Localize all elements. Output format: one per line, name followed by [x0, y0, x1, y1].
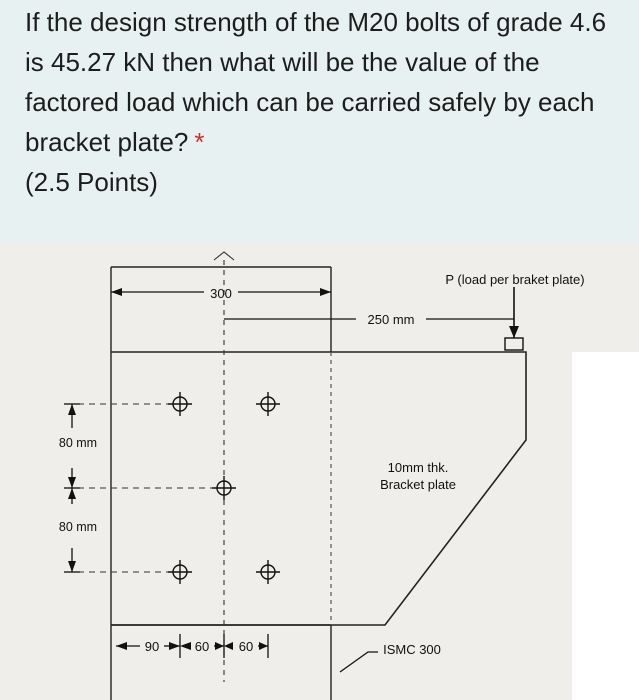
spacing-label-top: 80 mm [58, 436, 98, 450]
load-label: P (load per braket plate) [445, 272, 585, 287]
dim-80-arrow-1 [68, 404, 76, 415]
dim-80-arrow-4 [68, 561, 76, 572]
dim-300-arrow-left [111, 288, 122, 296]
load-bearing-block [505, 338, 523, 350]
load-arrowhead [509, 326, 519, 338]
dim-60b-arrow-right [259, 642, 268, 650]
question-body: If the design strength of the M20 bolts of grade 4.6 is 45.27 kN then what will be the value of the factored load which can be carried safely by each bracket plate? [25, 7, 607, 157]
question-points: (2.5 Points) [25, 167, 158, 197]
question-text [25, 2, 625, 202]
bracket-plate-outline [111, 352, 526, 625]
centreline-break-mark [214, 252, 234, 260]
dim-90-arrow-left [116, 642, 127, 650]
bolt-top-right [256, 392, 280, 416]
required-marker: * [194, 127, 205, 157]
bottom-dim-60-first: 60 [194, 639, 210, 654]
bolt-top-left [168, 392, 192, 416]
bottom-dim-90: 90 [144, 639, 160, 654]
question-panel [0, 0, 639, 242]
bolt-bottom-right [256, 560, 280, 584]
bracket-diagram [0, 242, 639, 700]
dim-80-arrow-3 [68, 488, 76, 499]
dim-300-arrow-right [320, 288, 331, 296]
bolt-bottom-left [168, 560, 192, 584]
eccentricity-dim-label: 250 mm [367, 312, 415, 327]
bolt-middle [212, 476, 236, 500]
bracket-drawing [0, 242, 639, 700]
dim-60b-arrow-left [224, 642, 233, 650]
plate-label-thickness: 10mm thk. [387, 460, 449, 475]
plate-label-name: Bracket plate [380, 477, 456, 492]
width-dim-label: 300 [210, 286, 232, 301]
dim-60a-arrow-right [215, 642, 224, 650]
column-label: ISMC 300 [383, 642, 441, 657]
column-leader-line [340, 652, 378, 672]
dim-60a-arrow-left [180, 642, 191, 650]
dim-90-arrow-right [169, 642, 180, 650]
page-margin [572, 352, 639, 700]
spacing-label-bottom: 80 mm [58, 520, 98, 534]
dim-80-arrow-2 [68, 477, 76, 488]
bottom-dim-60-second: 60 [238, 639, 254, 654]
